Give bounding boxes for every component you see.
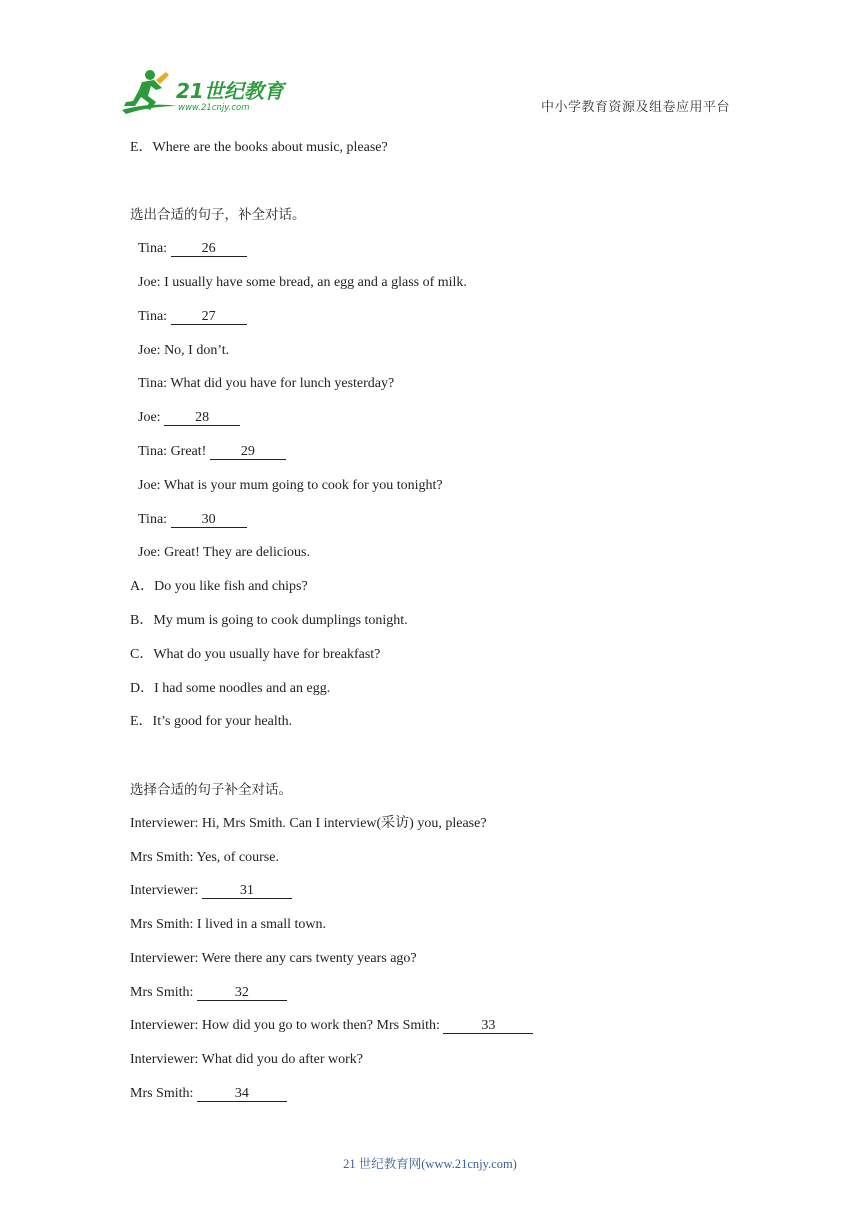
speaker: Tina: [138,376,171,391]
dialogue-line [130,1051,363,1069]
option-b: B．My mum is going to cook dumplings tonight. [130,613,408,628]
speaker: Tina: [138,241,171,256]
line-text: What did you do after work? [201,1052,363,1067]
answer-blank[interactable]: 33 [443,1018,533,1034]
option-c: C．What do you usually have for breakfast? [130,647,381,662]
section2-instruction: 选出合适的句子，补全对话。 [130,207,306,223]
dialogue-line [138,342,229,360]
answer-blank[interactable]: 32 [197,985,287,1001]
running-man-logo-icon [120,66,290,118]
speaker: Interviewer: [130,1052,202,1067]
dialogue-line [130,916,326,934]
line-text: What is your mum going to cook for you tonight? [163,478,443,493]
line-text: Great! They are delicious. [164,545,310,560]
speaker: Tina: [138,444,171,459]
speaker: Mrs Smith: [130,985,197,1000]
speaker: Joe: [138,410,165,425]
line-text: Yes, of course. [196,850,279,865]
section3-instruction: 选择合适的句子补全对话。 [130,782,292,798]
line-text: Were there any cars twenty years ago? [201,951,417,966]
speaker: Mrs Smith: [130,917,197,932]
option-e-line: E．Where are the books about music, please? [130,140,388,155]
speaker: Mrs Smith: [130,1086,197,1101]
speaker: Mrs Smith: [130,850,197,865]
svg-text:www.21cnjy.com: www.21cnjy.com [178,103,250,113]
answer-blank[interactable]: 27 [171,309,247,325]
line-text: How did you go to work then? Mrs Smith: [201,1018,444,1033]
speaker: Joe: [138,545,165,560]
dialogue-line [130,950,417,968]
answer-blank[interactable]: 30 [171,512,247,528]
dialogue-line [138,240,247,258]
line-text: Hi, Mrs Smith. Can I interview(采访) you, please? [201,816,487,831]
dialogue-line [138,443,286,461]
dialogue-line [138,511,247,529]
dialogue-line [130,882,292,900]
dialogue-line [138,274,467,292]
answer-blank[interactable]: 29 [210,444,286,460]
speaker: Joe: [138,275,165,290]
line-text: I lived in a small town. [196,917,326,932]
speaker: Interviewer: [130,951,202,966]
answer-blank[interactable]: 31 [202,883,292,899]
option-a: A．Do you like fish and chips? [130,579,308,594]
answer-blank[interactable]: 34 [197,1086,287,1102]
header-platform-name: 中小学教育资源及组卷应用平台 [540,100,730,115]
dialogue-line [138,544,310,562]
site-logo [120,66,290,118]
speaker: Tina: [138,512,171,527]
page-footer[interactable]: 21 世纪教育网(www.21cnjy.com) [343,1157,517,1171]
dialogue-line [138,308,247,326]
line-text: No, I don’t. [164,343,230,358]
dialogue-line [138,477,443,495]
option-e: E．It’s good for your health. [130,714,293,729]
speaker: Joe: [138,478,164,493]
answer-blank[interactable]: 28 [164,410,240,426]
line-text: Great! [170,444,210,459]
line-text: I usually have some bread, an egg and a glass of milk. [164,275,467,290]
speaker: Tina: [138,309,171,324]
speaker: Interviewer: [130,883,202,898]
speaker: Interviewer: [130,1018,202,1033]
speaker: Interviewer: [130,816,202,831]
dialogue-line [138,409,240,427]
dialogue-line [130,1017,533,1035]
dialogue-line [130,984,287,1002]
answer-blank[interactable]: 26 [171,241,247,257]
svg-text:21世纪教育: 21世纪教育 [176,79,284,103]
dialogue-line [138,375,394,393]
dialogue-line [130,849,279,867]
option-d: D．I had some noodles and an egg. [130,681,331,696]
dialogue-line [130,1085,287,1103]
dialogue-line [130,815,487,833]
speaker: Joe: [138,343,165,358]
line-text: What did you have for lunch yesterday? [170,376,395,391]
